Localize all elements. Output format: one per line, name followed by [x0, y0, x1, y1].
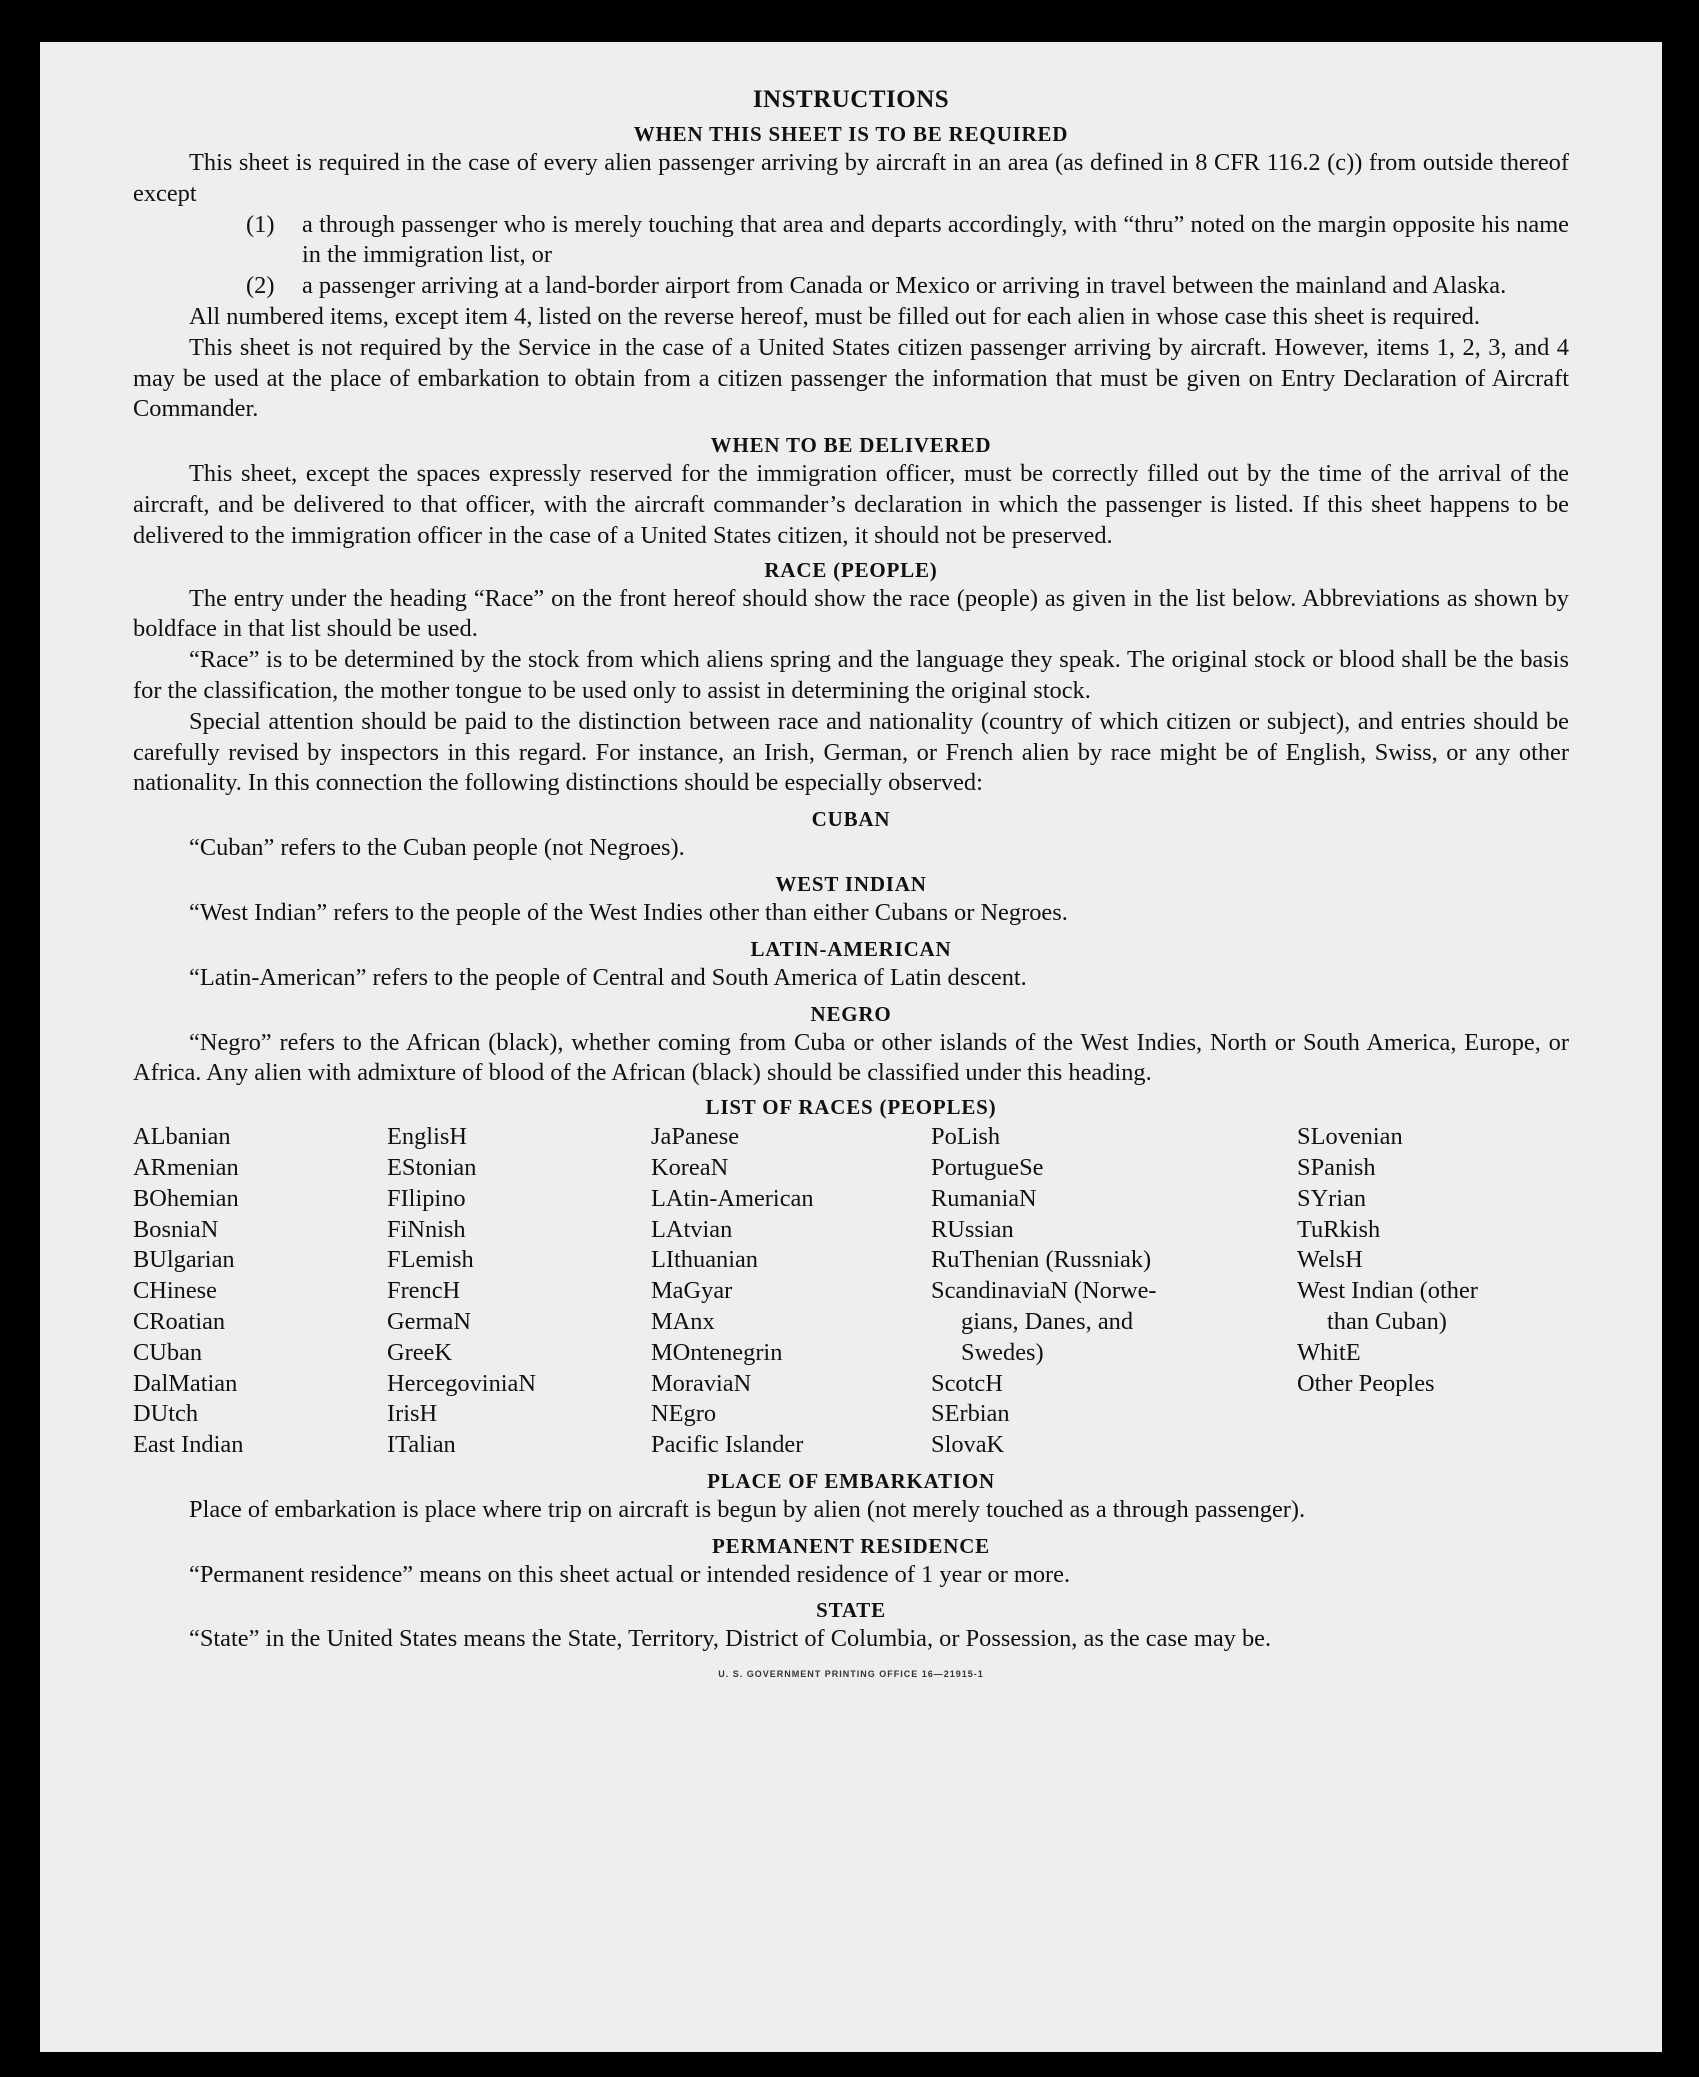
race-entry: NEgro — [651, 1400, 717, 1428]
item-text: a passenger arriving at a land-border airport from Canada or Mexico or arriving in travel between the mainland and Alaska. — [302, 272, 1507, 300]
section-heading-delivered: WHEN TO BE DELIVERED — [710, 433, 992, 458]
race-entry: BUlgarian — [133, 1246, 235, 1274]
race-entry: EStonian — [387, 1153, 477, 1181]
section-heading-west-indian: WEST INDIAN — [775, 871, 927, 896]
paragraph-citizen: This sheet is not required by the Service in the case of a United States citizen passenger arriving by aircraft. However, items 1, 2, 3, and 4 may be used at the place of embarkation to obtain from a citizen passenger the information that must be given on Entry Declaration of Aircraft Commander. — [133, 333, 1569, 423]
races-column-4-bottom — [931, 1369, 1297, 1461]
race-entry: WelsH — [1297, 1246, 1363, 1274]
paragraph-race-nationality: Special attention should be paid to the distinction between race and nationality (country of which citizen or subject), and entries should be carefully revised by inspectors in this regard. For instance, an Irish, German, or French alien by race might be of English, Swiss, or any other nationality. In this connection the following distinctions should be especially observed: — [133, 707, 1569, 797]
section-heading-embarkation: PLACE OF EMBARKATION — [707, 1468, 995, 1493]
paragraph-residence: “Permanent residence” means on this sheet actual or intended residence of 1 year or more. — [189, 1560, 1071, 1588]
race-entry: East Indian — [133, 1431, 244, 1459]
race-entry: LIthuanian — [651, 1246, 759, 1274]
race-entry: SlovaK — [931, 1431, 1005, 1459]
race-entry: FIlipino — [387, 1184, 466, 1212]
section-heading-latin-american: LATIN-AMERICAN — [750, 936, 952, 961]
race-entry: PoLish — [931, 1123, 1001, 1151]
race-entry: ITalian — [387, 1431, 456, 1459]
race-entry: MaGyar — [651, 1277, 733, 1305]
paragraph-state: “State” in the United States means the State, Territory, District of Columbia, or Possession, as the case may be. — [189, 1625, 1272, 1653]
race-entry: RumaniaN — [931, 1184, 1037, 1212]
section-heading-residence: PERMANENT RESIDENCE — [712, 1533, 990, 1558]
race-entry: HercegoviniaN — [387, 1369, 536, 1397]
item-text: a through passenger who is merely touching that area and departs accordingly, with “thru” noted on the margin opposite his name in the immigration list, or — [302, 210, 1569, 269]
race-entry: Other Peoples — [1297, 1369, 1435, 1397]
races-column-4-top — [931, 1122, 1297, 1307]
race-entry: than Cuban) — [1327, 1307, 1447, 1335]
paragraph-negro: “Negro” refers to the African (black), whether coming from Cuba or other islands of the West Indies, North or South America, Europe, or Africa. Any alien with admixture of blood of the African (black) should be classified under this heading. — [133, 1028, 1569, 1087]
races-column-4-continuation — [931, 1307, 1297, 1369]
race-entry: BosniaN — [133, 1215, 219, 1243]
races-column-5-continuation — [1297, 1307, 1567, 1338]
races-list — [133, 1122, 1569, 1461]
race-entry: FrencH — [387, 1277, 461, 1305]
race-entry: FLemish — [387, 1246, 474, 1274]
item-number: (1) — [246, 210, 275, 238]
race-entry: MAnx — [651, 1307, 715, 1335]
section-heading-list-of-races: LIST OF RACES (PEOPLES) — [705, 1095, 997, 1120]
races-column-2 — [387, 1122, 651, 1461]
race-entry: DUtch — [133, 1400, 199, 1428]
race-entry: MoraviaN — [651, 1369, 752, 1397]
race-entry: CHinese — [133, 1277, 217, 1305]
race-entry: SLovenian — [1297, 1123, 1403, 1151]
page-title: INSTRUCTIONS — [752, 86, 950, 113]
race-entry: ARmenian — [133, 1153, 239, 1181]
race-entry: ScandinaviaN (Norwe- — [931, 1277, 1157, 1305]
paragraph-west-indian: “West Indian” refers to the people of the West Indies other than either Cubans or Negroes. — [189, 898, 1068, 926]
paragraph-latin-american: “Latin-American” refers to the people of Central and South America of Latin descent. — [189, 963, 1027, 991]
race-entry: CUban — [133, 1338, 203, 1366]
paragraph-race-stock: “Race” is to be determined by the stock from which aliens spring and the language they speak. The original stock or blood shall be the basis for the classification, the mother tongue to be used only to assist in determining the original stock. — [133, 646, 1569, 704]
section-heading-race: RACE (PEOPLE) — [764, 557, 938, 582]
race-entry: GreeK — [387, 1338, 453, 1366]
race-entry: RUssian — [931, 1215, 1014, 1243]
race-entry: WhitE — [1297, 1338, 1361, 1366]
document-page — [40, 42, 1662, 2052]
race-entry: Swedes) — [961, 1338, 1044, 1366]
race-entry: FiNnish — [387, 1215, 466, 1243]
race-entry: GermaN — [387, 1307, 471, 1335]
race-entry: BOhemian — [133, 1184, 239, 1212]
printer-imprint: U. S. GOVERNMENT PRINTING OFFICE 16—21915-1 — [718, 1669, 984, 1680]
paragraph-embarkation: Place of embarkation is place where trip on aircraft is begun by alien (not merely touched as a through passenger). — [189, 1495, 1306, 1523]
section-heading-required: WHEN THIS SHEET IS TO BE REQUIRED — [633, 122, 1069, 146]
race-entry: MOntenegrin — [651, 1338, 783, 1366]
race-entry: SErbian — [931, 1400, 1010, 1428]
race-entry: ScotcH — [931, 1369, 1003, 1397]
race-entry: DalMatian — [133, 1369, 238, 1397]
race-entry: CRoatian — [133, 1307, 226, 1335]
race-entry: KoreaN — [651, 1153, 729, 1181]
race-entry: JaPanese — [651, 1123, 740, 1151]
paragraph-numbered-items: All numbered items, except item 4, listed on the reverse hereof, must be filled out for each alien in whose case this sheet is required. — [189, 302, 1480, 330]
races-column-4 — [931, 1122, 1297, 1461]
paragraph-cuban: “Cuban” refers to the Cuban people (not Negroes). — [189, 834, 685, 862]
races-column-5-top — [1297, 1122, 1567, 1307]
race-entry: SYrian — [1297, 1184, 1367, 1212]
race-entry: RuThenian (Russniak) — [931, 1246, 1152, 1274]
race-entry: IrisH — [387, 1400, 438, 1428]
race-entry: TuRkish — [1297, 1215, 1381, 1243]
races-column-5 — [1297, 1122, 1567, 1461]
race-entry: LAtin-American — [651, 1184, 814, 1212]
race-entry: ALbanian — [133, 1123, 231, 1151]
paragraph-race-entry: The entry under the heading “Race” on the front hereof should show the race (people) as given in the list below. Abbreviations as shown by boldface in that list should be used. — [133, 584, 1569, 643]
race-entry: SPanish — [1297, 1153, 1376, 1181]
races-column-1 — [133, 1122, 387, 1461]
race-entry: Pacific Islander — [651, 1431, 804, 1459]
race-entry: gians, Danes, and — [961, 1307, 1134, 1335]
paragraph-delivered: This sheet, except the spaces expressly reserved for the immigration officer, must be correctly filled out by the time of the arrival of the aircraft, and be delivered to that officer, with the aircraft commander’s declaration in which the passenger is listed. If this sheet happens to be delivered to the immigration officer in the case of a United States citizen, it should not be preserved. — [133, 460, 1569, 549]
race-entry: PortugueSe — [931, 1153, 1044, 1181]
race-entry: EnglisH — [387, 1123, 467, 1151]
section-heading-cuban: CUBAN — [811, 807, 891, 832]
races-column-5-bottom — [1297, 1338, 1567, 1400]
races-column-3 — [651, 1122, 931, 1461]
section-heading-negro: NEGRO — [810, 1001, 892, 1026]
exception-item-1 — [133, 210, 1569, 272]
exception-item-2 — [133, 271, 1569, 302]
section-heading-state: STATE — [816, 1598, 886, 1623]
paragraph-required: This sheet is required in the case of every alien passenger arriving by aircraft in an area (as defined in 8 CFR 116.2 (c)) from outside thereof except — [133, 149, 1569, 207]
race-entry: LAtvian — [651, 1215, 733, 1243]
item-number: (2) — [246, 272, 275, 300]
race-entry: West Indian (other — [1297, 1277, 1478, 1305]
